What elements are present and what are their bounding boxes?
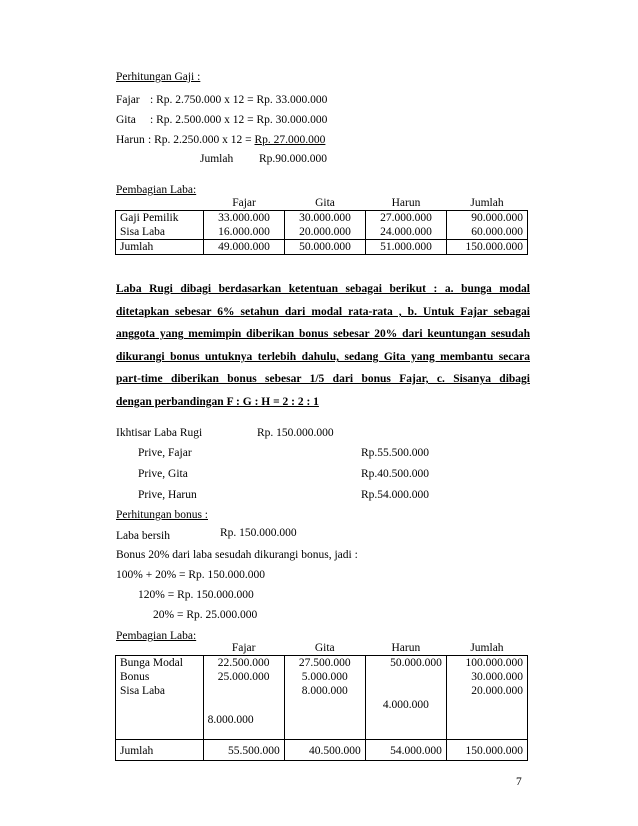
gaji-harun-calc-b: Rp. 27.000.000: [254, 134, 326, 146]
paragraph-line: Laba Rugi dibagi berdasarkan ketentuan sebagai berikut : a. bunga modal: [116, 283, 530, 295]
gaji-row-gita-name: Gita: [116, 114, 136, 126]
table-cell: [365, 670, 446, 684]
table-cell: 60.000.000: [446, 225, 527, 240]
table-cell: Bunga Modal: [116, 656, 204, 671]
bonus-line: 120% = Rp. 150.000.000: [138, 589, 254, 601]
paragraph-line: dikurangi bonus untuknya terlebih dahulu, sedang Gita yang membantu secara: [116, 351, 530, 363]
table-cell: [203, 684, 284, 712]
paragraph-line-last: dengan perbandingan F : G : H = 2 : 2 : 1: [116, 396, 319, 408]
table-cell: 30.000.000: [285, 211, 366, 226]
table-cell: 20.000.000: [446, 684, 527, 712]
gaji-row-gita-calc: : Rp. 2.500.000 x 12 = Rp. 30.000.000: [150, 114, 328, 126]
pembagian1-table: [115, 196, 528, 255]
table-header: Jumlah: [446, 196, 527, 211]
paragraph-line: anggota yang memimpin diberikan bonus sebesar 20% dari keuntungan sesudah: [116, 328, 530, 340]
table-header: [116, 196, 204, 211]
table-header: Jumlah: [446, 641, 527, 656]
table-header: Fajar: [204, 196, 285, 211]
table-row: [116, 670, 528, 684]
ikhtisar-label: Ikhtisar Laba Rugi: [116, 427, 203, 439]
table-cell: 4.000.000: [365, 684, 446, 712]
table-cell: Sisa Laba: [116, 225, 204, 240]
pembagian1-title: Pembagian Laba:: [116, 184, 197, 196]
bonus-laba-label: Laba bersih: [116, 530, 170, 542]
table-cell: 100.000.000: [446, 656, 527, 671]
table-cell: 30.000.000: [446, 670, 527, 684]
table-cell: [116, 712, 204, 740]
table-cell: 90.000.000: [446, 211, 527, 226]
table-cell: 49.000.000: [204, 240, 285, 255]
pembagian2-title: Pembagian Laba:: [116, 630, 197, 642]
table-row: [116, 684, 528, 712]
table-row: [116, 240, 528, 255]
bonus-description: Bonus 20% dari laba sesudah dikurangi bonus, jadi :: [116, 549, 358, 561]
table-row: [116, 211, 528, 226]
table-cell: 50.000.000: [285, 240, 366, 255]
pembagian2-table: [115, 641, 528, 761]
table-cell: Bonus: [116, 670, 204, 684]
page-number: 7: [516, 776, 522, 788]
ikhtisar-item-value: Rp.55.500.000: [361, 447, 430, 459]
paragraph-line: ditetapkan sebesar 6% setahun dari modal rata-rata , b. Untuk Fajar sebagai: [116, 306, 530, 318]
bonus-laba-value: Rp. 150.000.000: [220, 527, 297, 539]
gaji-title: Perhitungan Gaji :: [116, 71, 201, 83]
table-cell: [446, 712, 527, 740]
table-cell: 51.000.000: [366, 240, 447, 255]
table-cell: 150.000.000: [446, 740, 527, 761]
table-header: Fajar: [203, 641, 284, 656]
table-cell: 16.000.000: [204, 225, 285, 240]
table-cell: 27.000.000: [366, 211, 447, 226]
bonus-line: 100% + 20% = Rp. 150.000.000: [116, 569, 266, 581]
table-row: [116, 656, 528, 671]
table-cell: 8.000.000: [284, 684, 365, 712]
table-header: Gita: [285, 196, 366, 211]
gaji-row-fajar-calc: : Rp. 2.750.000 x 12 = Rp. 33.000.000: [150, 94, 328, 106]
gaji-row-harun-calc: [148, 134, 325, 146]
table-cell: 5.000.000: [284, 670, 365, 684]
table-cell: 55.500.000: [203, 740, 284, 761]
paragraph-line: part-time diberikan bonus sebesar 1/5 dari bonus Fajar, c. Sisanya dibagi: [116, 373, 530, 385]
table-cell: 24.000.000: [366, 225, 447, 240]
table-cell: 150.000.000: [446, 240, 527, 255]
table-cell: 54.000.000: [365, 740, 446, 761]
table-cell: [365, 712, 446, 740]
table-header: Harun: [365, 641, 446, 656]
ikhtisar-item-value: Rp.40.500.000: [361, 468, 430, 480]
table-cell: Sisa Laba: [116, 684, 204, 712]
table-cell: 27.500.000: [284, 656, 365, 671]
table-header: Harun: [366, 196, 447, 211]
table-header: Gita: [284, 641, 365, 656]
ikhtisar-item-value: Rp.54.000.000: [361, 489, 430, 501]
bonus-line: 20% = Rp. 25.000.000: [153, 609, 258, 621]
table-cell: 20.000.000: [285, 225, 366, 240]
gaji-row-harun-name: Harun: [116, 134, 145, 146]
table-row: [116, 225, 528, 240]
table-cell: 40.500.000: [284, 740, 365, 761]
gaji-row-fajar-name: Fajar: [116, 94, 140, 106]
table-cell: 8.000.000: [203, 712, 284, 740]
table-cell: 50.000.000: [365, 656, 446, 671]
table-cell: 25.000.000: [203, 670, 284, 684]
table-header: [116, 641, 204, 656]
gaji-total-label: Jumlah: [200, 153, 234, 165]
gaji-total-value: Rp.90.000.000: [259, 153, 328, 165]
table-row: [116, 740, 528, 761]
table-cell: 22.500.000: [203, 656, 284, 671]
ikhtisar-item-label: Prive, Gita: [138, 468, 188, 480]
table-cell: Gaji Pemilik: [116, 211, 204, 226]
ikhtisar-item-label: Prive, Fajar: [138, 447, 192, 459]
ikhtisar-item-label: Prive, Harun: [138, 489, 197, 501]
table-cell: Jumlah: [116, 240, 204, 255]
table-cell: [284, 712, 365, 740]
table-row: [116, 712, 528, 740]
table-cell: Jumlah: [116, 740, 204, 761]
ikhtisar-value: Rp. 150.000.000: [257, 427, 334, 439]
gaji-harun-calc-a: : Rp. 2.250.000 x 12 =: [148, 134, 255, 146]
bonus-title: Perhitungan bonus :: [116, 509, 208, 521]
table-cell: 33.000.000: [204, 211, 285, 226]
